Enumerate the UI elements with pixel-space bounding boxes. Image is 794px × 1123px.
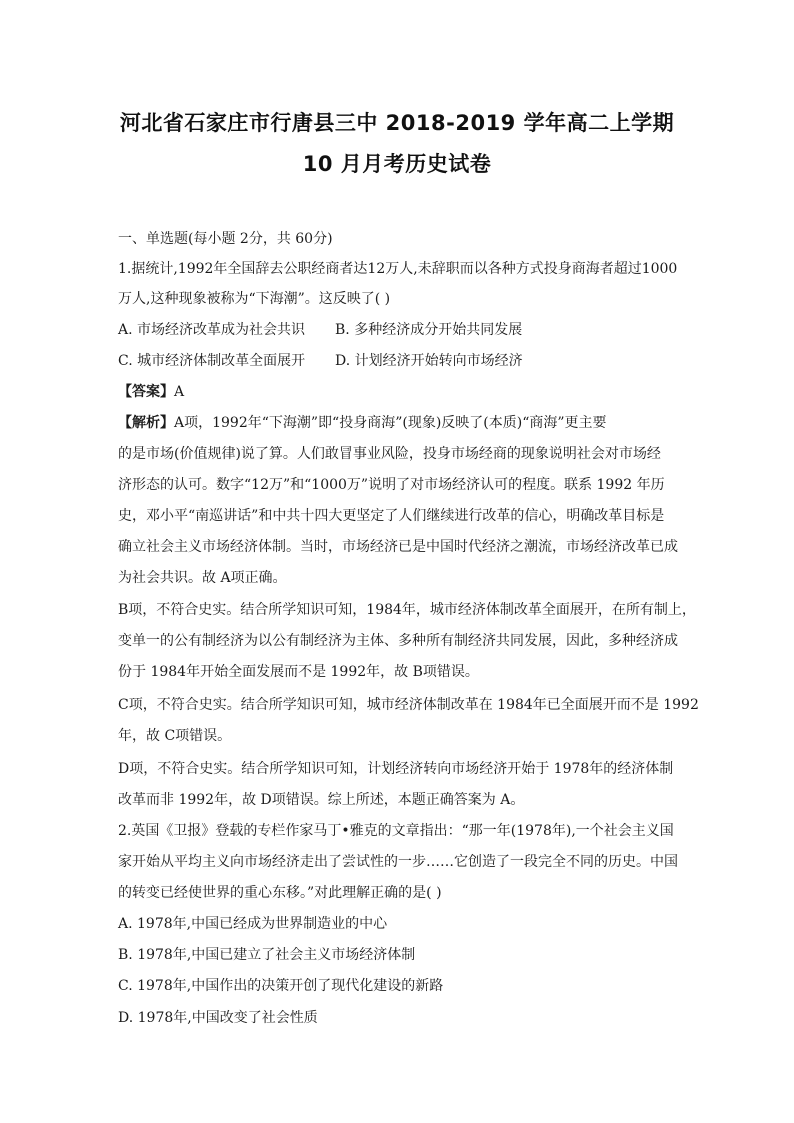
q1-analysis-line-6: 为社会共识。故 A项正确。 <box>118 570 287 586</box>
q1-stem-line-2: 万人,这种现象被称为“下海潮”。这反映了( ) <box>118 291 391 307</box>
q1-analysis-line-11: 年，故 C项错误。 <box>118 728 232 744</box>
q1-analysis-line-2: 的是市场(价值规律)说了算。人们敢冒事业风险，投身市场经商的现象说明社会对市场经 <box>118 446 661 462</box>
section-heading: 一、单选题(每小题 2分，共 60分) <box>118 231 333 247</box>
q2-option-d: D. 1978年,中国改变了社会性质 <box>118 1010 318 1026</box>
q1-analysis-line-10: C项，不符合史实。结合所学知识可知，城市经济体制改革在 1984年已全面展开而不是 1992 <box>118 697 699 713</box>
q1-option-b: B. 多种经济成分开始共同发展 <box>335 322 523 338</box>
answer-label: 【答案】 <box>118 384 174 400</box>
q1-analysis-line-1 <box>118 413 607 433</box>
q1-analysis-line-12: D项，不符合史实。结合所学知识可知，计划经济转向市场经济开始于 1978年的经济体制 <box>118 761 674 777</box>
q1-analysis-line-9: 份于 1984年开始全面发展而不是 1992年，故 B项错误。 <box>118 664 479 680</box>
q1-option-d: D. 计划经济开始转向市场经济 <box>335 353 523 369</box>
q1-analysis-line-7: B项，不符合史实。结合所学知识可知，1984年，城市经济体制改革全面展开，在所有制上， <box>118 602 696 618</box>
q1-answer <box>118 382 184 402</box>
q1-analysis-line-4: 史，邓小平“南巡讲话”和中共十四大更坚定了人们继续进行改革的信心，明确改革目标是 <box>118 508 665 524</box>
q1-analysis-line-5: 确立社会主义市场经济体制。当时，市场经济已是中国时代经济之潮流，市场经济改革已成 <box>118 539 678 555</box>
q1-analysis-line-8: 变单一的公有制经济为以公有制经济为主体、多种所有制经济共同发展，因此，多种经济成 <box>118 633 678 649</box>
q1-option-c: C. 城市经济体制改革全面展开 <box>118 353 306 369</box>
q2-option-a: A. 1978年,中国已经成为世界制造业的中心 <box>118 916 388 932</box>
q1-options-row-2 <box>118 351 523 371</box>
q1-analysis-line-3: 济形态的认可。数字“12万”和“1000万”说明了对市场经济认可的程度。联系 1992 年历 <box>118 477 665 493</box>
q2-stem-line-1: 2.英国《卫报》登载的专栏作家马丁•雅克的文章指出：“那一年(1978年),一个社会主义国 <box>118 823 674 839</box>
analysis-text: A项，1992年“下海潮”即“投身商海”(现象)反映了(本质)“商海”更主要 <box>174 415 607 431</box>
q2-stem-line-3: 的转变已经使世界的重心东移。”对此理解正确的是( ) <box>118 885 442 901</box>
q1-stem-line-1: 1.据统计,1992年全国辞去公职经商者达12万人,未辞职而以各种方式投身商海者超过1000 <box>118 261 678 277</box>
q2-stem-line-2: 家开始从平均主义向市场经济走出了尝试性的一步……它创造了一段完全不同的历史。中国 <box>118 854 678 870</box>
q2-option-c: C. 1978年,中国作出的决策开创了现代化建设的新路 <box>118 978 444 994</box>
answer-value: A <box>174 384 185 400</box>
page-title-line-1: 河北省石家庄市行唐县三中 2018-2019 学年高二上学期 <box>119 111 675 135</box>
page-title-line-2: 10 月月考历史试卷 <box>302 152 492 176</box>
q1-analysis-line-13: 改革而非 1992年，故 D项错误。综上所述，本题正确答案为 A。 <box>118 792 525 808</box>
q1-option-a: A. 市场经济改革成为社会共识 <box>118 322 306 338</box>
q1-options-row-1 <box>118 320 523 340</box>
analysis-label: 【解析】 <box>118 415 174 431</box>
q2-option-b: B. 1978年,中国已建立了社会主义市场经济体制 <box>118 947 416 963</box>
